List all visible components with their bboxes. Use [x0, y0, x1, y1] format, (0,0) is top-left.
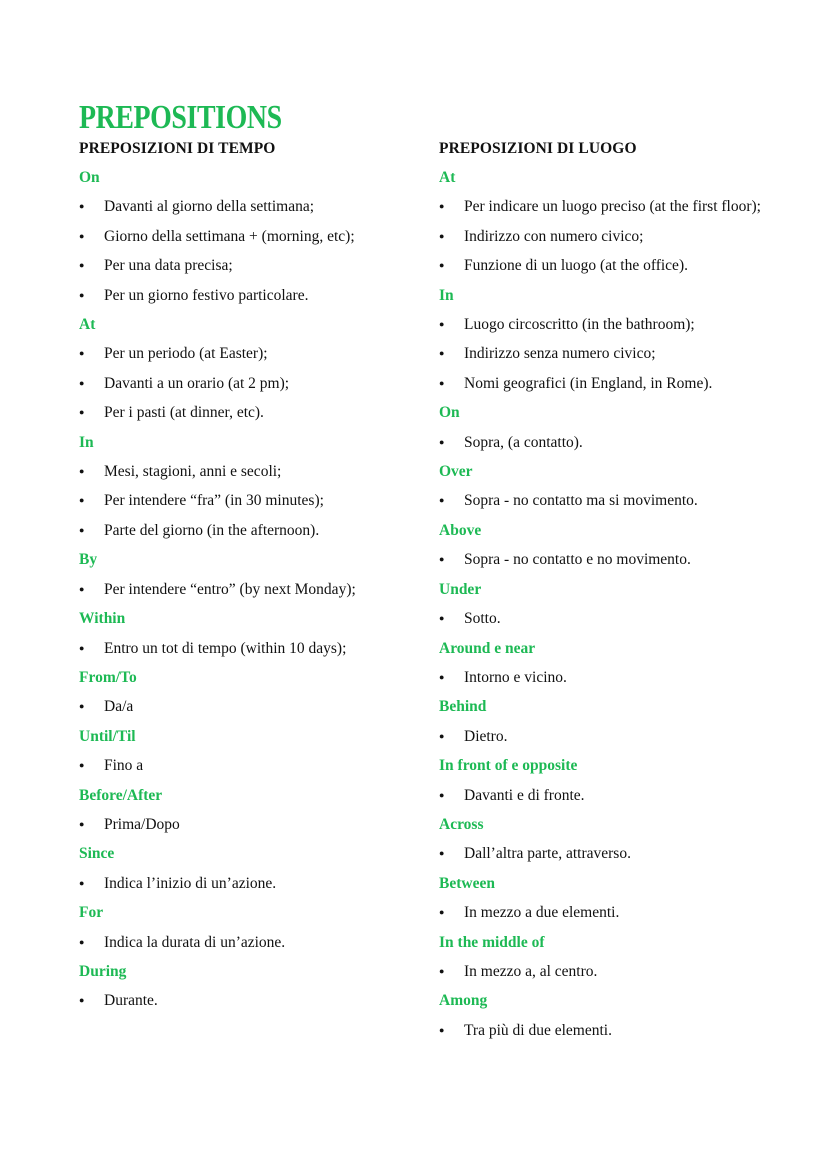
preposition-label: Under — [439, 580, 482, 598]
usage-text: Indica l’inizio di un’azione. — [104, 874, 277, 892]
usage-text: Davanti a un orario (at 2 pm); — [104, 374, 290, 392]
usage-list — [79, 192, 419, 310]
preposition-label: In — [439, 286, 454, 304]
bullet-icon: ● — [439, 1024, 445, 1035]
usage-text: Dall’altra parte, attraverso. — [464, 845, 631, 863]
preposition-label: At — [79, 316, 96, 334]
bullet-icon: ● — [79, 642, 85, 653]
bullet-icon: ● — [439, 377, 445, 388]
usage-list — [439, 428, 769, 457]
usage-list — [79, 869, 419, 898]
usage-list-item — [439, 486, 769, 515]
usage-text: Dietro. — [464, 727, 508, 745]
usage-text: Per un periodo (at Easter); — [104, 345, 268, 363]
usage-text: Sotto. — [464, 610, 501, 628]
bullet-icon: ● — [439, 230, 445, 241]
preposition-label: Among — [439, 992, 488, 1010]
usage-text: Davanti al giorno della settimana; — [104, 198, 315, 216]
usage-list-item — [439, 339, 769, 368]
usage-text: Entro un tot di tempo (within 10 days); — [104, 639, 347, 657]
usage-list-item — [439, 898, 769, 927]
usage-text: Indica la durata di un’azione. — [104, 933, 286, 951]
bullet-icon: ● — [439, 554, 445, 565]
usage-list-item — [79, 575, 419, 604]
usage-list-item — [79, 486, 419, 515]
usage-list-item — [439, 957, 769, 986]
usage-text: Intorno e vicino. — [464, 668, 567, 686]
usage-text: Per indicare un luogo preciso (at the first floor); — [464, 198, 761, 216]
usage-list — [79, 751, 419, 780]
usage-list-item — [439, 604, 769, 633]
bullet-icon: ● — [439, 789, 445, 800]
bullet-icon: ● — [439, 201, 445, 212]
bullet-icon: ● — [439, 671, 445, 682]
usage-list — [439, 722, 769, 751]
usage-text: Mesi, stagioni, anni e secoli; — [104, 463, 282, 481]
preposition-label: On — [79, 169, 100, 186]
usage-text: In mezzo a, al centro. — [464, 962, 598, 980]
bullet-icon: ● — [439, 495, 445, 506]
bullet-icon: ● — [79, 377, 85, 388]
usage-text: Prima/Dopo — [104, 815, 180, 833]
usage-text: Sopra - no contatto e no movimento. — [464, 551, 691, 569]
usage-list-item — [79, 339, 419, 368]
usage-list-item — [439, 310, 769, 339]
usage-list-item — [79, 398, 419, 427]
preposition-label: Within — [79, 610, 126, 628]
usage-list-item — [439, 663, 769, 692]
bullet-icon: ● — [79, 495, 85, 506]
bullet-icon: ● — [79, 701, 85, 712]
bullet-icon: ● — [79, 877, 85, 888]
place-prepositions-heading: PREPOSIZIONI DI LUOGO — [439, 140, 637, 157]
usage-list — [79, 810, 419, 839]
bullet-icon: ● — [79, 260, 85, 271]
usage-text: Luogo circoscritto (in the bathroom); — [464, 316, 695, 334]
bullet-icon: ● — [79, 201, 85, 212]
usage-list — [439, 663, 769, 692]
usage-list-item — [79, 928, 419, 957]
usage-text: Per intendere “fra” (in 30 minutes); — [104, 492, 324, 510]
usage-list — [439, 310, 769, 398]
usage-list-item — [439, 192, 769, 221]
preposition-label: For — [79, 904, 104, 922]
usage-list — [439, 545, 769, 574]
usage-list — [439, 1016, 769, 1045]
preposition-label: On — [439, 404, 460, 422]
usage-list-item — [79, 810, 419, 839]
preposition-label: Behind — [439, 698, 487, 716]
usage-text: Per intendere “entro” (by next Monday); — [104, 580, 356, 598]
usage-list-item — [439, 251, 769, 280]
preposition-label: Above — [439, 521, 482, 539]
bullet-icon: ● — [79, 995, 85, 1006]
time-sections — [79, 163, 419, 1016]
usage-text: Parte del giorno (in the afternoon). — [104, 521, 320, 539]
usage-list-item — [439, 222, 769, 251]
preposition-label: Over — [439, 463, 473, 481]
bullet-icon: ● — [79, 407, 85, 418]
usage-text: Tra più di due elementi. — [464, 1021, 612, 1039]
bullet-icon: ● — [79, 936, 85, 947]
bullet-icon: ● — [79, 818, 85, 829]
preposition-label: At — [439, 169, 456, 186]
usage-text: Funzione di un luogo (at the office). — [464, 257, 688, 275]
bullet-icon: ● — [79, 230, 85, 241]
preposition-label: In front of e opposite — [439, 757, 578, 775]
preposition-label: By — [79, 551, 98, 569]
preposition-label: From/To — [79, 668, 137, 686]
usage-list-item — [79, 457, 419, 486]
usage-list — [79, 986, 419, 1015]
preposition-label: Across — [439, 815, 484, 833]
usage-list — [439, 839, 769, 868]
usage-list-item — [439, 1016, 769, 1045]
usage-list — [439, 192, 769, 280]
preposition-label: Until/Til — [79, 727, 136, 745]
usage-list-item — [79, 692, 419, 721]
usage-text: Durante. — [104, 992, 158, 1010]
usage-list — [79, 339, 419, 427]
usage-list — [79, 928, 419, 957]
bullet-icon: ● — [439, 260, 445, 271]
preposition-label: Before/After — [79, 786, 163, 804]
usage-list — [79, 575, 419, 604]
bullet-icon: ● — [439, 965, 445, 976]
usage-text: Indirizzo con numero civico; — [464, 227, 644, 245]
usage-list — [79, 692, 419, 721]
bullet-icon: ● — [79, 524, 85, 535]
usage-text: Davanti e di fronte. — [464, 786, 585, 804]
usage-text: In mezzo a due elementi. — [464, 904, 620, 922]
preposition-label: In the middle of — [439, 933, 545, 951]
bullet-icon: ● — [439, 436, 445, 447]
usage-list-item — [439, 428, 769, 457]
usage-list — [439, 604, 769, 633]
preposition-label: Between — [439, 874, 495, 892]
usage-list-item — [79, 869, 419, 898]
usage-text: Per i pasti (at dinner, etc). — [104, 404, 264, 422]
time-prepositions-heading: PREPOSIZIONI DI TEMPO — [79, 140, 276, 157]
usage-list-item — [79, 986, 419, 1015]
usage-text: Giorno della settimana + (morning, etc); — [104, 227, 355, 245]
preposition-label: In — [79, 433, 94, 451]
usage-list — [439, 957, 769, 986]
usage-list-item — [79, 634, 419, 663]
usage-list — [79, 457, 419, 545]
usage-list — [79, 634, 419, 663]
usage-text: Sopra, (a contatto). — [464, 433, 583, 451]
bullet-icon: ● — [439, 848, 445, 859]
page-title: PREPOSITIONS — [79, 99, 282, 136]
time-prepositions-column — [79, 134, 419, 1016]
preposition-label: Since — [79, 845, 115, 863]
usage-text: Da/a — [104, 698, 134, 716]
usage-list-item — [79, 222, 419, 251]
usage-text: Per una data precisa; — [104, 257, 233, 275]
usage-list — [439, 898, 769, 927]
usage-list — [439, 781, 769, 810]
usage-list-item — [439, 781, 769, 810]
usage-list-item — [79, 369, 419, 398]
bullet-icon: ● — [79, 348, 85, 359]
bullet-icon: ● — [439, 348, 445, 359]
usage-text: Fino a — [104, 757, 144, 775]
usage-list-item — [439, 839, 769, 868]
bullet-icon: ● — [439, 613, 445, 624]
preposition-label: During — [79, 962, 127, 980]
usage-list-item — [79, 192, 419, 221]
bullet-icon: ● — [439, 319, 445, 330]
bullet-icon: ● — [79, 466, 85, 477]
bullet-icon: ● — [79, 583, 85, 594]
usage-list-item — [79, 751, 419, 780]
usage-list-item — [439, 722, 769, 751]
bullet-icon: ● — [79, 289, 85, 300]
usage-text: Indirizzo senza numero civico; — [464, 345, 656, 363]
usage-list — [439, 486, 769, 515]
bullet-icon: ● — [79, 760, 85, 771]
usage-text: Sopra - no contatto ma si movimento. — [464, 492, 698, 510]
usage-list-item — [79, 251, 419, 280]
usage-list-item — [439, 545, 769, 574]
usage-list-item — [439, 369, 769, 398]
usage-list-item — [79, 516, 419, 545]
place-prepositions-column — [439, 134, 769, 1045]
usage-text: Nomi geografici (in England, in Rome). — [464, 374, 713, 392]
preposition-label: Around e near — [439, 639, 536, 657]
bullet-icon: ● — [439, 907, 445, 918]
bullet-icon: ● — [439, 730, 445, 741]
place-sections — [439, 163, 769, 1045]
usage-text: Per un giorno festivo particolare. — [104, 286, 309, 304]
usage-list-item — [79, 281, 419, 310]
